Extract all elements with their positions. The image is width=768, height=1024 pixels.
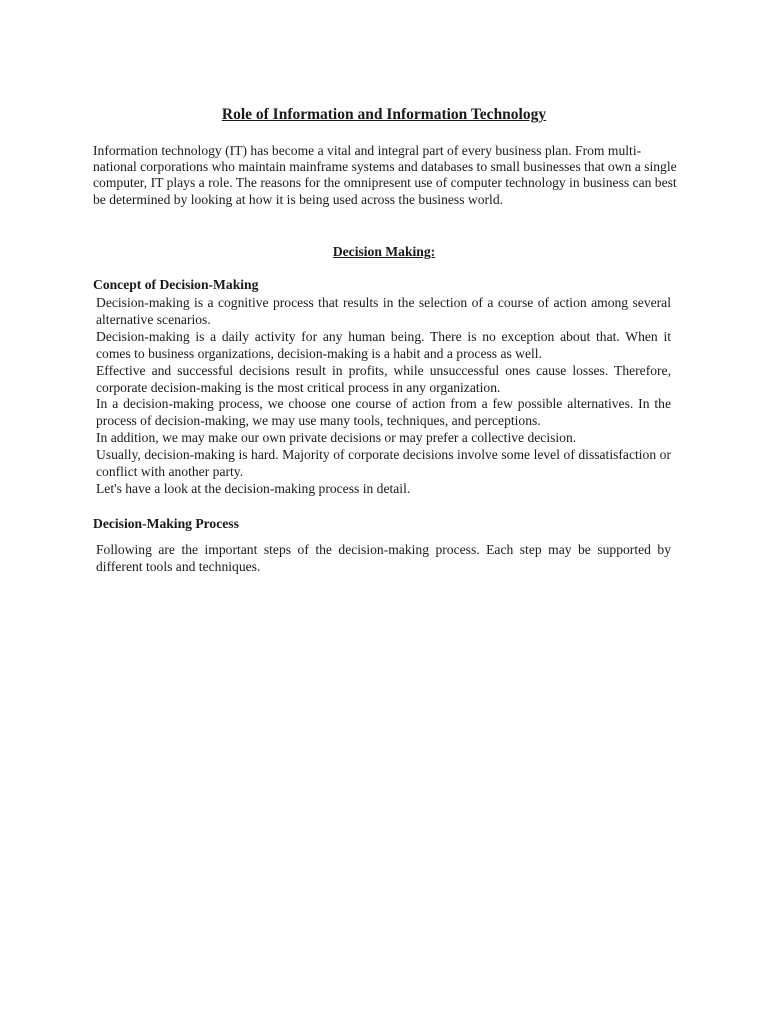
concept-paragraph: Usually, decision-making is hard. Majority of corporate decisions involve some level of dissatisfaction or conflict with another party. (96, 447, 671, 480)
concept-paragraph: Decision-making is a cognitive process that results in the selection of a course of action among several alternative scenarios. (96, 295, 671, 327)
subheading-concept: Concept of Decision-Making (93, 277, 259, 292)
section-heading-decision-making: Decision Making: (332, 244, 436, 259)
document-title: Role of Information and Information Technology (221, 106, 547, 123)
concept-paragraph: Effective and successful decisions result in profits, while unsuccessful ones cause losses. Therefore, corporate decision-making is the most critical process in any organization. (96, 362, 671, 395)
concept-paragraph: In addition, we may make our own private decisions or may prefer a collective decision. (96, 430, 577, 446)
concept-paragraph: In a decision-making process, we choose one course of action from a few possible alternatives. In the process of decision-making, we may use many tools, techniques, and perceptions. (96, 396, 671, 429)
process-paragraph: Following are the important steps of the decision-making process. Each step may be supported by different tools and techniques. (96, 542, 671, 574)
intro-paragraph: Information technology (IT) has become a vital and integral part of every business plan. From multi-national corporations who maintain mainframe systems and databases to small businesses that own a single computer, IT plays a role. The reasons for the omnipresent use of computer technology in business can best be determined by looking at how it is being used across the business world. (93, 143, 677, 207)
concept-body (96, 295, 671, 498)
concept-paragraph: Let's have a look at the decision-making process in detail. (96, 480, 411, 496)
concept-paragraph: Decision-making is a daily activity for any human being. There is no exception about that. When it comes to business organizations, decision-making is a habit and a process as well. (96, 328, 671, 361)
subheading-process: Decision-Making Process (93, 516, 239, 531)
